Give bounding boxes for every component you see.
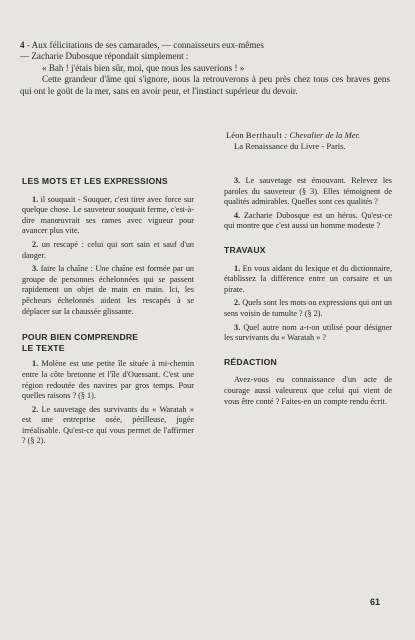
section-title-travaux: TRAVAUX [224,244,266,255]
author-last-name: Berthault [245,130,283,140]
comprendre-list-right [224,176,392,232]
section-gap [224,235,392,245]
intro-line-2: — Zacharie Dubosque répondait simplement : [20,51,189,62]
source-citation [226,130,401,151]
section-gap [22,320,194,332]
list-item [224,176,392,208]
work-title: : Chevalier de la Mer. [284,130,361,140]
item-number: 3. [234,176,246,185]
section-title-comprendre-line2: LE TEXTE [22,342,65,353]
section-title-redaction: RÉDACTION [224,356,277,367]
section-gap [224,347,392,357]
item-text: En vous aidant du lexique et du dictionnaire, établissez la différence entre un corsaire et un pirate. [224,263,392,294]
item-number: 2. [234,298,243,308]
list-item [22,240,194,261]
item-text: Zacharie Dubosque est un héros. Qu'est-ce qui montre que c'est aussi un homme modeste ? [224,210,392,231]
intro-quote: « Bah ! j'étais bien sûr, moi, que nous les sauverions ! » [42,62,245,73]
intro-paragraph: Cette grandeur d'âme qui s'ignore, nous la retrouverons à peu près chez tous ces braves gens qui ont le goût de la mer, sans en avoir peur, et l'instinct supérieur du devoir. [20,74,390,96]
item-text: Molène est une petite île située à mi-chemin entre la côte bretonne et l'île d'Ouessant. C'est une région redoutée des navires par gros temps. Pour quelles raisons ? (§ 1). [22,359,194,401]
comprendre-list-left [22,359,194,447]
item-text: Le sauvetage est émouvant. Relevez les paroles du sauveteur (§ 3). Elles témoignent de qualités admirables. Quelles sont ces qualités ? [224,176,392,207]
item-number: 1. [32,359,42,369]
item-text: Quels sont les mots ou expressions qui ont un sens voisin de tumulte ? (§ 2). [224,298,393,318]
item-number: 2. [32,239,42,249]
section-title-comprendre [22,332,194,353]
list-item [22,405,194,447]
list-item [224,298,392,319]
item-text: Quel autre nom a-t-on utilisé pour désigner les survivants du « Waratah » ? [224,322,392,343]
list-item [224,323,392,344]
section-title-comprendre-line1: POUR BIEN COMPRENDRE [22,332,139,343]
item-number: 3. [234,322,244,332]
intro-line-1-text: - Aux félicitations de ses camarades, — connaisseurs eux-mêmes [26,40,264,50]
source-author-line [226,130,401,141]
item-number: 4. [234,210,244,220]
travaux-list [224,264,392,344]
item-number: 1. [32,194,41,204]
list-item [224,264,392,296]
item-number: 2. [32,404,42,414]
redaction-text: Avez-vous eu connaissance d'un acte de courage aussi valeureux que celui qui vient de vous être conté ? Faites-en un compte rendu écrit. [224,375,392,406]
list-item [22,264,194,317]
item-number: 1. [234,263,243,273]
page-number: 61 [370,597,381,607]
list-item [22,195,194,237]
item-text: il souquait - Souquer, c'est tirer avec force sur quelque chose. Le sauveteur souquait ferme, c'est-à-dire manœuvrait ses rames avec vigueur pour avancer plus vite. [22,194,195,236]
item-text: un rescapé : celui qui sort sain et sauf d'un danger. [22,239,195,260]
intro-line-1 [20,40,390,51]
mots-list [22,195,194,318]
author-first-name: Léon [226,130,244,140]
list-item [22,359,194,401]
right-column [224,176,392,410]
left-column [22,176,194,450]
item-text: Le sauvetage des survivants du « Waratah » est une entreprise osée, périlleuse, jugée irréalisable. Qu'est-ce qui vous permet de l'affirmer ? (§ 2). [22,404,195,446]
publisher: La Renaissance du Livre - Paris. [234,140,346,151]
section-title-mots: LES MOTS ET LES EXPRESSIONS [22,176,168,186]
item-number: 3. [32,264,41,274]
item-text: faire la chaîne : Une chaîne est formée par un groupe de personnes échelonnées qui se passent rapidement un objet de main en main. Ici, les pêcheurs échelonnés aident les rescapés à se déplacer sur la chaussée glissante. [22,264,195,316]
list-item [224,211,392,232]
intro-text [20,40,390,97]
paragraph-number: 4 [20,40,25,50]
